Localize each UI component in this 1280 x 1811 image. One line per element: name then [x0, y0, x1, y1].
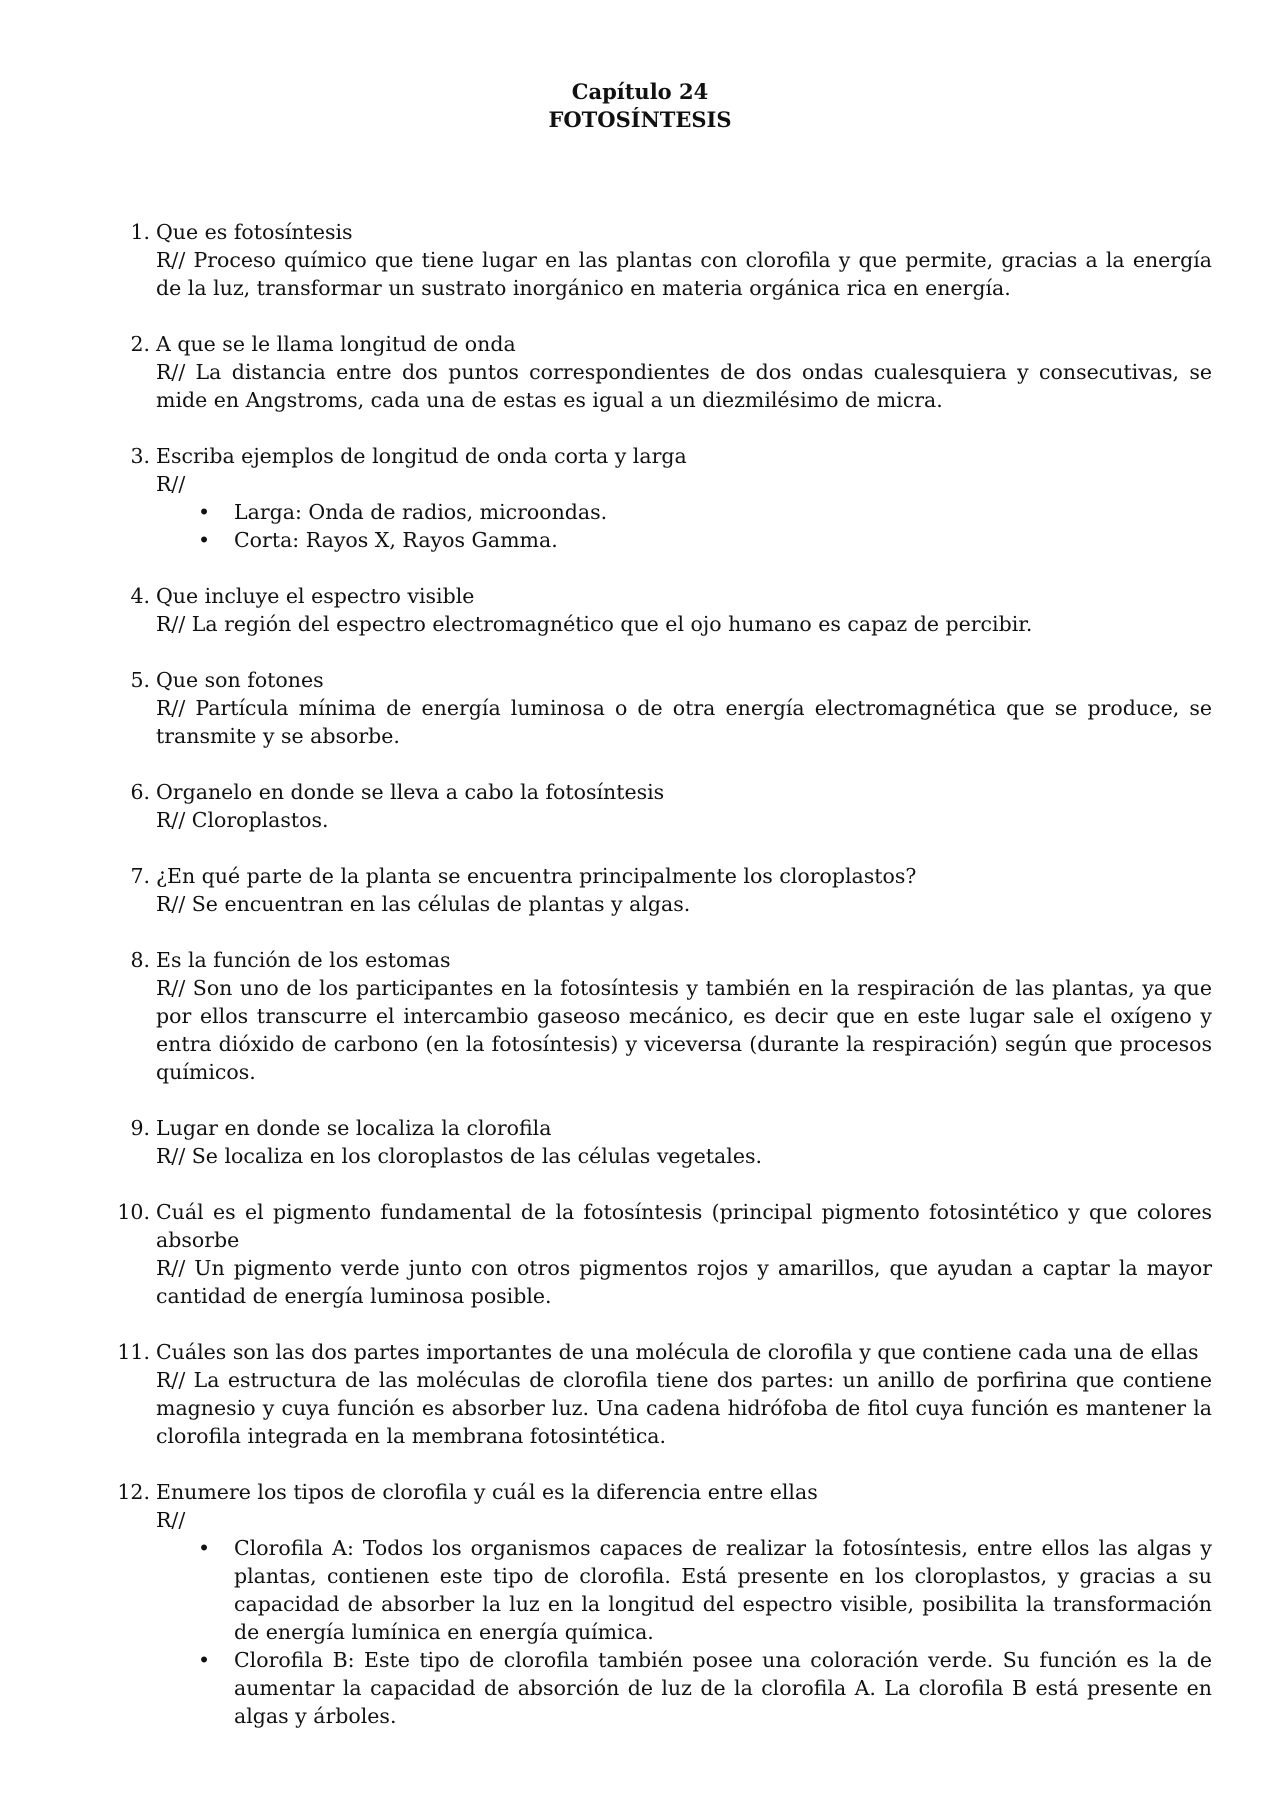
chapter-label: Capítulo 24 [571, 79, 709, 104]
bullet-icon: • [198, 1536, 211, 1560]
question-number: 1. [130, 220, 150, 244]
answer-text: R// La estructura de las moléculas de clorofila tiene dos partes: un anillo de porfirina que contiene magnesio y cuya función es absorber luz. Una cadena hidrófoba de fitol cuya función es mantener la clorofila integrada en la membrana fotosintética. [156, 1368, 1212, 1448]
question-item [130, 1114, 1212, 1170]
answer-bullet-list [156, 1534, 1212, 1730]
question-number: 12. [117, 1480, 150, 1504]
answer-bullet-list [156, 498, 1212, 554]
answer-text: R// Proceso químico que tiene lugar en las plantas con clorofila y que permite, gracias a la energía de la luz, transformar un sustrato inorgánico en materia orgánica rica en energía. [156, 248, 1212, 300]
bullet-icon: • [198, 1648, 211, 1672]
bullet-text: Clorofila A: Todos los organismos capaces de realizar la fotosíntesis, entre ellos las algas y plantas, contienen este tipo de clorofila. Está presente en los cloroplastos, y gracias a su capacidad de absorber la luz en la longitud del espectro visible, posibilita la transformación de energía lumínica en energía química. [234, 1536, 1212, 1644]
question-item [130, 218, 1212, 302]
question-number: 10. [117, 1200, 150, 1224]
question-text: Que incluye el espectro visible [156, 584, 475, 608]
question-text: Es la función de los estomas [156, 948, 451, 972]
question-item [130, 442, 1212, 554]
bullet-item [156, 498, 1212, 526]
answer-text: R// [156, 472, 186, 496]
question-number: 11. [117, 1340, 150, 1364]
answer-text: R// Se localiza en los cloroplastos de las células vegetales. [156, 1144, 762, 1168]
question-text: Cuál es el pigmento fundamental de la fotosíntesis (principal pigmento fotosintético y que colores absorbe [156, 1200, 1212, 1252]
bullet-icon: • [198, 528, 211, 552]
question-list [0, 218, 1280, 1758]
bullet-text: Larga: Onda de radios, microondas. [234, 500, 608, 524]
question-text: Lugar en donde se localiza la clorofila [156, 1116, 552, 1140]
question-text: Que son fotones [156, 668, 324, 692]
question-number: 9. [130, 1116, 150, 1140]
bullet-text: Corta: Rayos X, Rayos Gamma. [234, 528, 558, 552]
bullet-item [156, 1646, 1212, 1730]
question-number: 4. [130, 584, 150, 608]
question-number: 3. [130, 444, 150, 468]
question-number: 2. [130, 332, 150, 356]
question-text: ¿En qué parte de la planta se encuentra principalmente los cloroplastos? [156, 864, 917, 888]
answer-text: R// Se encuentran en las células de plantas y algas. [156, 892, 691, 916]
question-number: 7. [130, 864, 150, 888]
question-number: 8. [130, 948, 150, 972]
answer-text: R// [156, 1508, 186, 1532]
document-header [0, 78, 1280, 134]
answer-text: R// Cloroplastos. [156, 808, 329, 832]
question-item [117, 1198, 1212, 1310]
bullet-item [156, 1534, 1212, 1646]
bullet-text: Clorofila B: Este tipo de clorofila también posee una coloración verde. Su función es la de aumentar la capacidad de absorción de luz de la clorofila A. La clorofila B está presente en algas y árboles. [234, 1648, 1212, 1728]
question-item [130, 946, 1212, 1086]
answer-text: R// Partícula mínima de energía luminosa o de otra energía electromagnética que se produce, se transmite y se absorbe. [156, 696, 1212, 748]
question-number: 5. [130, 668, 150, 692]
question-item [130, 666, 1212, 750]
question-item [117, 1478, 1212, 1730]
question-text: Organelo en donde se lleva a cabo la fotosíntesis [156, 780, 665, 804]
answer-text: R// Son uno de los participantes en la fotosíntesis y también en la respiración de las plantas, ya que por ellos transcurre el intercambio gaseoso mecánico, es decir que en este lugar sale el oxígeno y entra dióxido de carbono (en la fotosíntesis) y viceversa (durante la respiración) según que procesos químicos. [156, 976, 1212, 1084]
answer-text: R// Un pigmento verde junto con otros pigmentos rojos y amarillos, que ayudan a captar la mayor cantidad de energía luminosa posible. [156, 1256, 1212, 1308]
question-text: Escriba ejemplos de longitud de onda corta y larga [156, 444, 687, 468]
question-text: Enumere los tipos de clorofila y cuál es la diferencia entre ellas [156, 1480, 818, 1504]
question-item [130, 778, 1212, 834]
bullet-icon: • [198, 500, 211, 524]
question-number: 6. [130, 780, 150, 804]
question-text: Que es fotosíntesis [156, 220, 353, 244]
question-item [117, 1338, 1212, 1450]
question-text: Cuáles son las dos partes importantes de una molécula de clorofila y que contiene cada una de ellas [156, 1340, 1199, 1364]
answer-text: R// La región del espectro electromagnético que el ojo humano es capaz de percibir. [156, 612, 1033, 636]
answer-text: R// La distancia entre dos puntos correspondientes de dos ondas cualesquiera y consecutivas, se mide en Angstroms, cada una de estas es igual a un diezmilésimo de micra. [156, 360, 1212, 412]
question-item [130, 330, 1212, 414]
question-item [130, 862, 1212, 918]
bullet-item [156, 526, 1212, 554]
question-item [130, 582, 1212, 638]
question-text: A que se le llama longitud de onda [156, 332, 516, 356]
page-title: FOTOSÍNTESIS [548, 107, 732, 132]
